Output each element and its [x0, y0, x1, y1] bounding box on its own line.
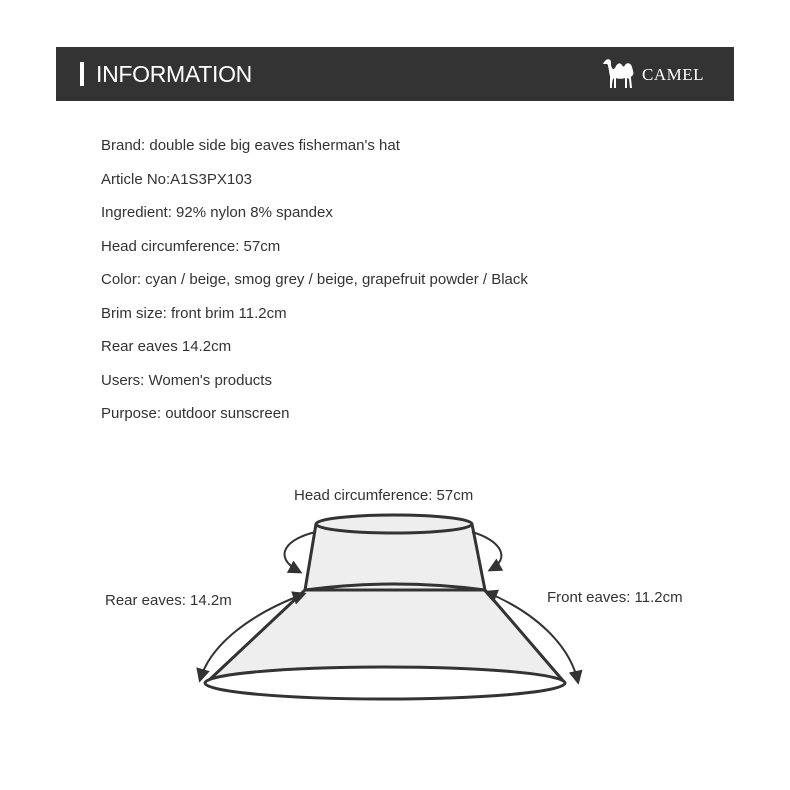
header-title: INFORMATION	[96, 61, 252, 87]
hat-opening	[205, 667, 565, 699]
info-rear-eaves: Rear eaves 14.2cm	[101, 338, 232, 355]
info-header	[56, 47, 734, 101]
info-head-circumference: Head circumference: 57cm	[101, 237, 281, 255]
hat-crown-top	[316, 515, 472, 533]
info-brim-size: Brim size: front brim 11.2cm	[101, 304, 287, 322]
info-users: Users: Women's products	[101, 371, 272, 389]
hat-size-diagram	[0, 470, 790, 730]
header-accent-bar	[80, 62, 84, 86]
rear-eaves-label: Rear eaves: 14.2m	[105, 592, 232, 609]
product-info-list	[101, 136, 528, 438]
info-color: Color: cyan / beige, smog grey / beige, grapefruit powder / Black	[101, 271, 528, 288]
camel-icon	[602, 57, 640, 91]
camel-logo	[602, 57, 722, 91]
logo-brand-text: CAMEL	[642, 65, 704, 84]
info-brand: Brand: double side big eaves fisherman's hat	[101, 137, 400, 154]
head-circumference-label: Head circumference: 57cm	[294, 487, 474, 504]
info-ingredient: Ingredient: 92% nylon 8% spandex	[101, 204, 333, 221]
front-eaves-label: Front eaves: 11.2cm	[547, 589, 683, 606]
info-purpose: Purpose: outdoor sunscreen	[101, 405, 290, 422]
info-article-no: Article No:A1S3PX103	[101, 170, 252, 188]
